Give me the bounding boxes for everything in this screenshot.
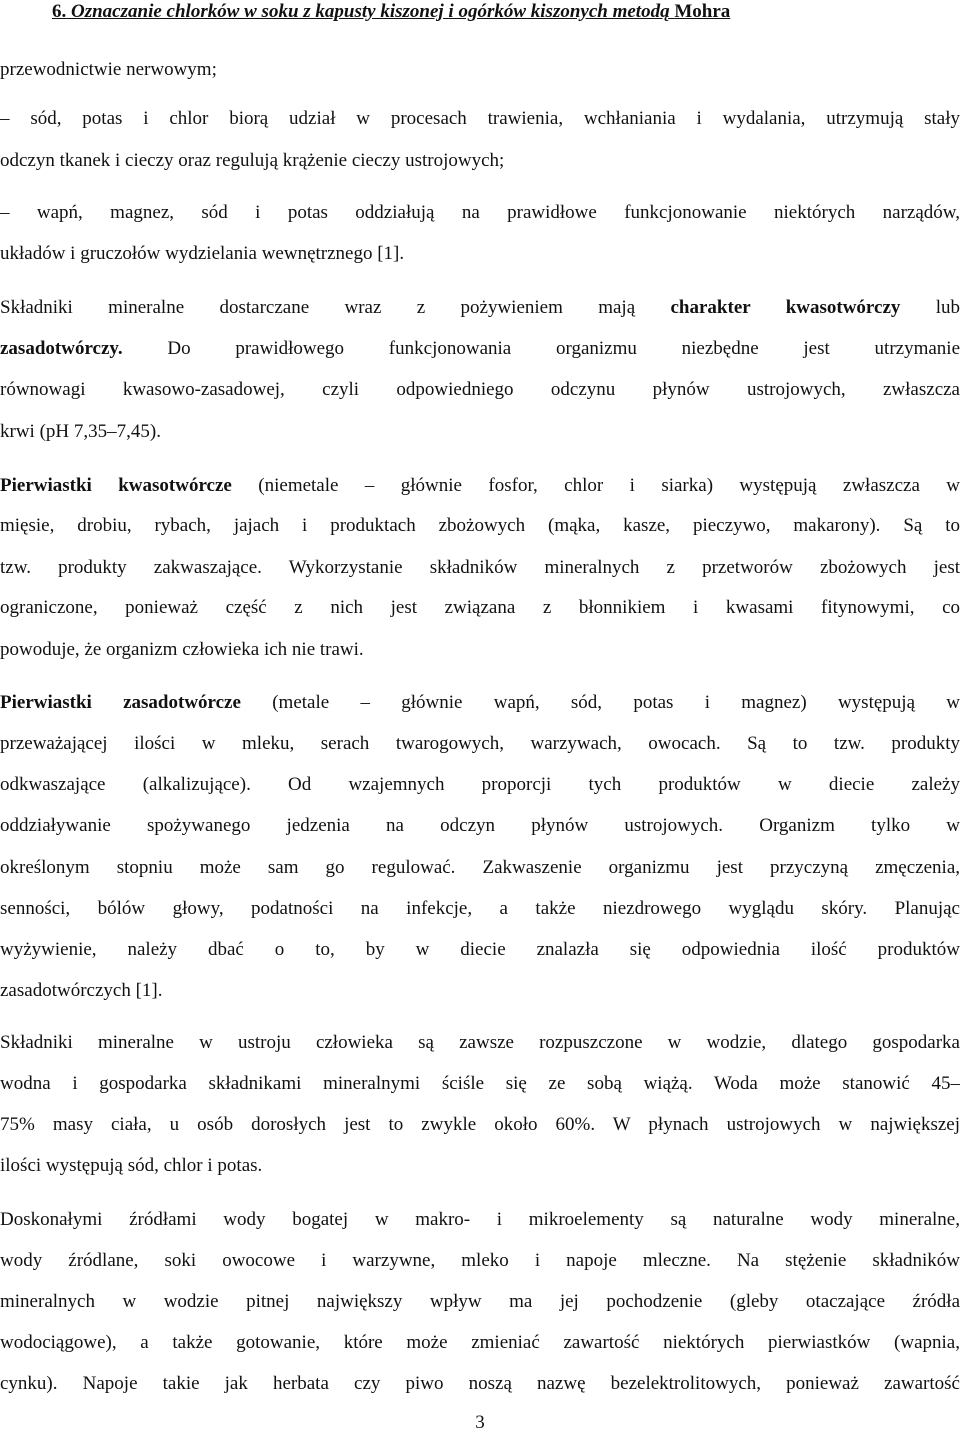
text-run: (niemetale – głównie fosfor, chlor i siarka) występują zwłaszcza w (258, 475, 960, 496)
section-number: 6. (52, 1, 67, 22)
bold-term: Pierwiastki kwasotwórcze (0, 475, 232, 496)
text-line: wyżywienie, należy dbać o to, by w diecie znalazła się odpowiednia ilość produktów (0, 939, 960, 960)
text-line: Składniki mineralne w ustroju człowieka są zawsze rozpuszczone w wodzie, dlatego gospodarka (0, 1032, 960, 1053)
text-line: wody źródlane, soki owocowe i warzywne, mleko i napoje mleczne. Na stężenie składników (0, 1250, 960, 1271)
text-line: układów i gruczołów wydzielania wewnętrznego [1]. (0, 243, 405, 264)
text-line: mięsie, drobiu, rybach, jajach i produktach zbożowych (mąka, kasze, pieczywo, makarony). Są to (0, 515, 960, 536)
text-line: oddziaływanie spożywanego jedzenia na odczyn płynów ustrojowych. Organizm tylko w (0, 815, 960, 836)
text-line: zasadotwórczych [1]. (0, 980, 163, 1001)
bold-term: zasadotwórczy. (0, 338, 123, 359)
text-line: – wapń, magnez, sód i potas oddziałują na prawidłowe funkcjonowanie niektórych narządów, (0, 202, 960, 223)
text-line: krwi (pH 7,35–7,45). (0, 421, 161, 442)
text-run: Składniki mineralne dostarczane wraz z pożywieniem mają (0, 297, 636, 318)
text-run: Do prawidłowego funkcjonowania organizmu niezbędne jest utrzymanie (167, 338, 960, 359)
text-line: odkwaszające (alkalizujące). Od wzajemnych proporcji tych produktów w diecie zależy (0, 774, 960, 795)
paragraph-line (0, 691, 960, 715)
paragraph-line (0, 337, 960, 361)
text-line: wodociągowe), a także gotowanie, które może zmieniać zawartość niektórych pierwiastków (wapnia, (0, 1332, 960, 1353)
text-line: wodna i gospodarka składnikami mineralnymi ściśle się ze sobą wiążą. Woda może stanowić 45– (0, 1073, 960, 1094)
text-line: Doskonałymi źródłami wody bogatej w makro- i mikroelementy są naturalne wody mineralne, (0, 1209, 960, 1230)
text-line: 75% masy ciała, u osób dorosłych jest to zwykle około 60%. W płynach ustrojowych w największej (0, 1114, 960, 1135)
text-line: przeważającej ilości w mleku, serach twarogowych, warzywach, owocach. Są to tzw. produkty (0, 733, 960, 754)
text-line: równowagi kwasowo-zasadowej, czyli odpowiedniego odczynu płynów ustrojowych, zwłaszcza (0, 379, 960, 400)
text-line: mineralnych w wodzie pitnej największy wpływ ma jej pochodzenie (gleby otaczające źródła (0, 1291, 960, 1312)
text-line: przewodnictwie nerwowym; (0, 59, 217, 80)
text-line: – sód, potas i chlor biorą udział w procesach trawienia, wchłaniania i wydalania, utrzymują stały (0, 108, 960, 129)
text-line: powoduje, że organizm człowieka ich nie trawi. (0, 639, 364, 660)
section-heading (52, 0, 912, 24)
text-run: lub (935, 297, 960, 318)
bold-term: charakter kwasotwórczy (670, 297, 901, 318)
text-run: (metale – głównie wapń, sód, potas i magnez) występują w (272, 692, 960, 713)
paragraph-line (0, 296, 960, 320)
text-line: tzw. produkty zakwaszające. Wykorzystanie składników mineralnych z przetworów zbożowych jest (0, 557, 960, 578)
text-line: ograniczone, ponieważ część z nich jest związana z błonnikiem i kwasami fitynowymi, co (0, 597, 960, 618)
section-title: Oznaczanie chlorków w soku z kapusty kiszonej i ogórków kiszonych metodą (71, 1, 670, 22)
page-number: 3 (475, 1412, 485, 1433)
text-line: określonym stopniu może sam go regulować. Zakwaszenie organizmu jest przyczyną zmęczenia, (0, 857, 960, 878)
paragraph-line (0, 474, 960, 498)
section-title-tail: Mohra (674, 1, 731, 22)
text-line: cynku). Napoje takie jak herbata czy piwo noszą nazwę bezelektrolitowych, ponieważ zawartość (0, 1373, 960, 1394)
text-line: senności, bólów głowy, podatności na infekcje, a także niezdrowego wyglądu skóry. Planując (0, 898, 960, 919)
text-line: ilości występują sód, chlor i potas. (0, 1155, 263, 1176)
bold-term: Pierwiastki zasadotwórcze (0, 692, 241, 713)
text-line: odczyn tkanek i cieczy oraz regulują krążenie cieczy ustrojowych; (0, 150, 505, 171)
